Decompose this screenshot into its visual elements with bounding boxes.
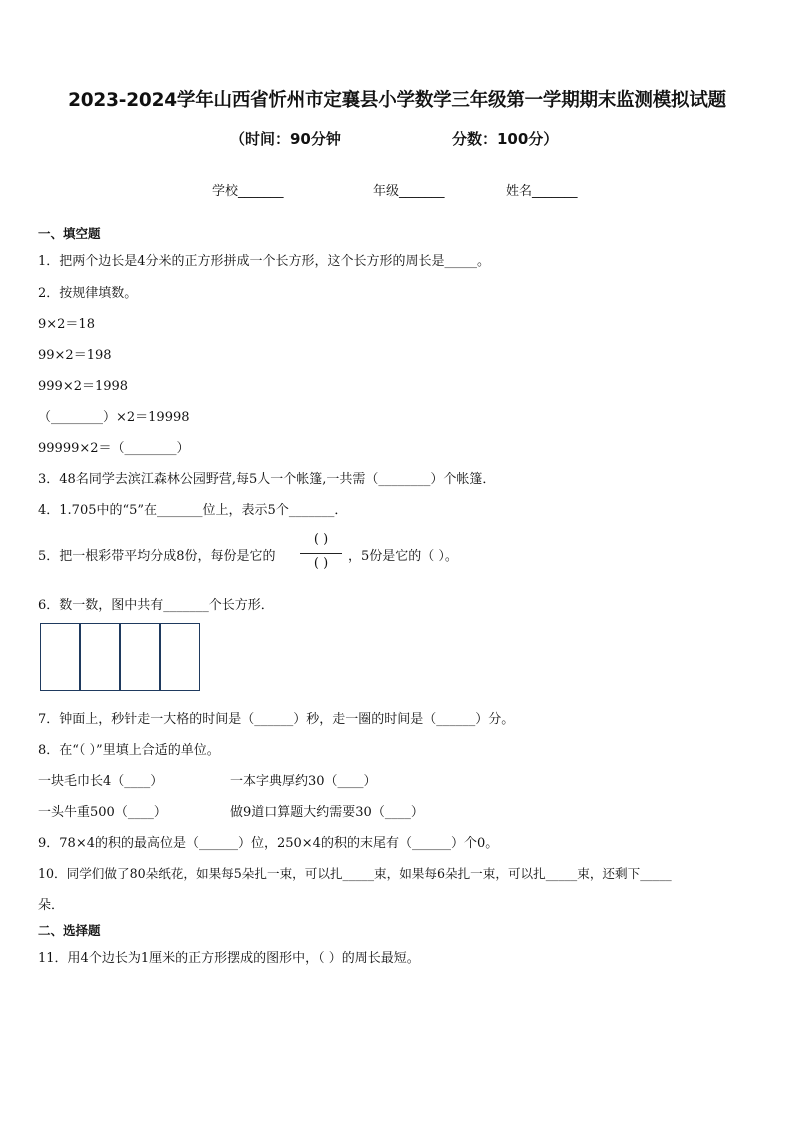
question-8-a: 一块毛巾长4（____） <box>38 774 164 789</box>
exam-time: （时间：90分钟 <box>230 130 341 148</box>
question-7: 7．钟面上，秒针走一大格的时间是（______）秒，走一圈的时间是（______）分。 <box>38 712 515 727</box>
school-field: 学校_______ <box>212 184 284 199</box>
section-fill-in: 一、填空题 <box>38 226 101 241</box>
figure-rect-1 <box>40 623 80 691</box>
section-choice: 二、选择题 <box>38 923 101 938</box>
fraction-bar <box>300 553 342 554</box>
question-1: 1．把两个边长是4分米的正方形拼成一个长方形，这个长方形的周长是_____。 <box>38 254 491 269</box>
question-5-tail: ，5份是它的（ ）。 <box>348 549 458 564</box>
question-10: 10．同学们做了80朵纸花，如果每5朵扎一束，可以扎_____束，如果每6朵扎一束，可以扎_____束，还剩下_____ <box>38 866 672 881</box>
question-8-c: 一头牛重500（____） <box>38 805 167 820</box>
question-8: 8．在“（ ）”里填上合适的单位。 <box>38 743 220 758</box>
question-2-line-5: 99999×2＝（________） <box>38 441 190 456</box>
question-11: 11．用4个边长为1厘米的正方形摆成的图形中，（ ）的周长最短。 <box>38 951 420 966</box>
figure-rect-4 <box>160 623 200 691</box>
fraction-blank <box>298 532 344 576</box>
question-4: 4．1.705中的“5”在_______位上，表示5个_______． <box>38 503 348 518</box>
question-2-line-1: 9×2＝18 <box>38 317 95 332</box>
question-2-line-4: （________）×2＝19998 <box>38 410 190 425</box>
question-2-line-2: 99×2＝198 <box>38 348 112 363</box>
question-8-d: 做9道口算题大约需要30（____） <box>230 805 424 820</box>
question-2: 2．按规律填数。 <box>38 286 138 301</box>
fraction-numerator: ( ) <box>313 532 329 547</box>
exam-score: 分数：100分） <box>452 130 559 148</box>
question-9: 9．78×4的积的最高位是（______）位，250×4的积的末尾有（______）个0。 <box>38 836 499 851</box>
question-8-b: 一本字典厚约30（____） <box>230 774 377 789</box>
question-2-line-3: 999×2＝1998 <box>38 379 129 394</box>
exam-title: 2023-2024学年山西省忻州市定襄县小学数学三年级第一学期期末监测模拟试题 <box>68 90 726 111</box>
question-6: 6．数一数，图中共有_______个长方形． <box>38 598 274 613</box>
rectangle-figure <box>40 623 202 693</box>
question-5-stem: 5．把一根彩带平均分成8份，每份是它的 <box>38 549 276 564</box>
question-3: 3．48名同学去滨江森林公园野营,每5人一个帐篷,一共需（________）个帐篷． <box>38 472 496 487</box>
figure-rect-3 <box>120 623 160 691</box>
fraction-denominator: ( ) <box>313 556 329 571</box>
figure-rect-2 <box>80 623 120 691</box>
grade-field: 年级_______ <box>373 184 445 199</box>
question-10-cont: 朵． <box>38 898 65 913</box>
name-field: 姓名_______ <box>506 184 578 199</box>
